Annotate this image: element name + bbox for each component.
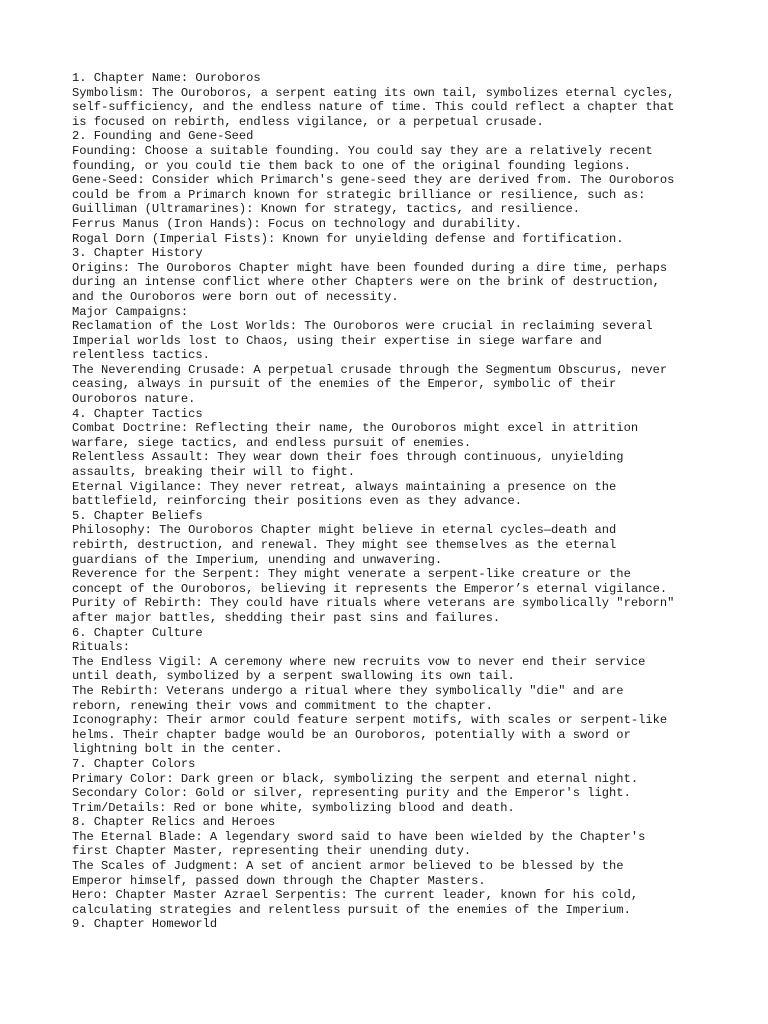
- text-line: Relentless Assault: They wear down their foes through continuous, unyielding: [72, 450, 624, 465]
- text-line: Founding: Choose a suitable founding. You could say they are a relatively recent: [72, 143, 653, 158]
- text-line: battlefield, reinforcing their positions even as they advance.: [72, 494, 522, 509]
- section-heading: 5. Chapter Beliefs: [72, 508, 203, 523]
- text-line: Reclamation of the Lost Worlds: The Ouroboros were crucial in reclaiming several: [72, 319, 653, 334]
- text-line: first Chapter Master, representing their unending duty.: [72, 844, 472, 859]
- section-heading: 9. Chapter Homeworld: [72, 917, 218, 932]
- section-heading: 8. Chapter Relics and Heroes: [72, 815, 276, 830]
- text-line: reborn, renewing their vows and commitment to the chapter.: [72, 698, 493, 713]
- text-line: lightning bolt in the center.: [72, 742, 283, 757]
- text-line: The Neverending Crusade: A perpetual crusade through the Segmentum Obscurus, never: [72, 362, 668, 377]
- text-line: Imperial worlds lost to Chaos, using their expertise in siege warfare and: [72, 333, 602, 348]
- text-line: Symbolism: The Ouroboros, a serpent eating its own tail, symbolizes eternal cycles,: [72, 85, 675, 100]
- text-line: and the Ouroboros were born out of necessity.: [72, 289, 399, 304]
- text-line: Hero: Chapter Master Azrael Serpentis: The current leader, known for his cold,: [72, 888, 639, 903]
- text-line: Rituals:: [72, 640, 131, 655]
- text-line: Primary Color: Dark green or black, symbolizing the serpent and eternal night.: [72, 771, 639, 786]
- text-line: calculating strategies and relentless pursuit of the enemies of the Imperium.: [72, 902, 631, 917]
- text-line: assaults, breaking their will to fight.: [72, 465, 356, 480]
- text-line: is focused on rebirth, endless vigilance, or a perpetual crusade.: [72, 114, 544, 129]
- section-heading: 7. Chapter Colors: [72, 756, 196, 771]
- text-line: rebirth, destruction, and renewal. They might see themselves as the eternal: [72, 538, 617, 552]
- text-line: Gene-Seed: Consider which Primarch's gene-seed they are derived from. The Ouroboros: [72, 173, 675, 188]
- text-line: after major battles, shedding their past sins and failures.: [72, 610, 501, 625]
- text-line: relentless tactics.: [72, 348, 210, 363]
- text-line: Philosophy: The Ouroboros Chapter might believe in eternal cycles—death and: [72, 523, 617, 538]
- text-line: Reverence for the Serpent: They might venerate a serpent-like creature or the: [72, 567, 631, 582]
- section-heading: 2. Founding and Gene-Seed: [72, 129, 254, 144]
- text-line: Combat Doctrine: Reflecting their name, the Ouroboros might excel in attrition: [72, 421, 639, 436]
- text-line: concept of the Ouroboros, believing it represents the Emperor’s eternal vigilance.: [72, 581, 668, 596]
- text-line: Major Campaigns:: [72, 304, 189, 319]
- text-line: Ferrus Manus (Iron Hands): Focus on technology and durability.: [72, 216, 522, 231]
- text-line: Purity of Rebirth: They could have rituals where veterans are symbolically "reborn": [72, 596, 675, 611]
- section-heading: 1. Chapter Name: Ouroboros: [72, 71, 261, 85]
- document-page: [72, 71, 712, 932]
- text-line: Iconography: Their armor could feature serpent motifs, with scales or serpent-like: [72, 713, 668, 728]
- text-line: helms. Their chapter badge would be an Ouroboros, potentially with a sword or: [72, 727, 631, 742]
- text-line: during an intense conflict where other Chapters were on the brink of destruction,: [72, 275, 660, 290]
- text-line: ceasing, always in pursuit of the enemies of the Emperor, symbolic of their: [72, 377, 617, 392]
- text-line: founding, or you could tie them back to one of the original founding legions.: [72, 158, 631, 173]
- text-line: self-sufficiency, and the endless nature of time. This could reflect a chapter that: [72, 100, 675, 115]
- text-line: The Rebirth: Veterans undergo a ritual where they symbolically "die" and are: [72, 683, 624, 698]
- text-line: The Eternal Blade: A legendary sword said to have been wielded by the Chapter's: [72, 829, 646, 844]
- text-line: Eternal Vigilance: They never retreat, always maintaining a presence on the: [72, 479, 617, 494]
- text-line: until death, symbolized by a serpent swallowing its own tail.: [72, 669, 515, 684]
- section-heading: 4. Chapter Tactics: [72, 406, 203, 421]
- text-line: Emperor himself, passed down through the Chapter Masters.: [72, 873, 486, 888]
- section-heading: 3. Chapter History: [72, 246, 203, 261]
- section-heading: 6. Chapter Culture: [72, 625, 203, 640]
- text-line: Trim/Details: Red or bone white, symbolizing blood and death.: [72, 800, 515, 815]
- text-line: warfare, siege tactics, and endless pursuit of enemies.: [72, 435, 472, 450]
- text-line: Rogal Dorn (Imperial Fists): Known for unyielding defense and fortification.: [72, 231, 624, 246]
- text-line: could be from a Primarch known for strategic brilliance or resilience, such as:: [72, 187, 646, 202]
- text-line: The Scales of Judgment: A set of ancient armor believed to be blessed by the: [72, 859, 624, 874]
- text-line: The Endless Vigil: A ceremony where new recruits vow to never end their service: [72, 654, 646, 669]
- text-line: guardians of the Imperium, unending and unwavering.: [72, 552, 443, 567]
- text-line: Secondary Color: Gold or silver, representing purity and the Emperor's light.: [72, 786, 631, 801]
- text-line: Ouroboros nature.: [72, 392, 196, 407]
- text-line: Guilliman (Ultramarines): Known for strategy, tactics, and resilience.: [72, 202, 581, 217]
- text-line: Origins: The Ouroboros Chapter might have been founded during a dire time, perhaps: [72, 260, 668, 275]
